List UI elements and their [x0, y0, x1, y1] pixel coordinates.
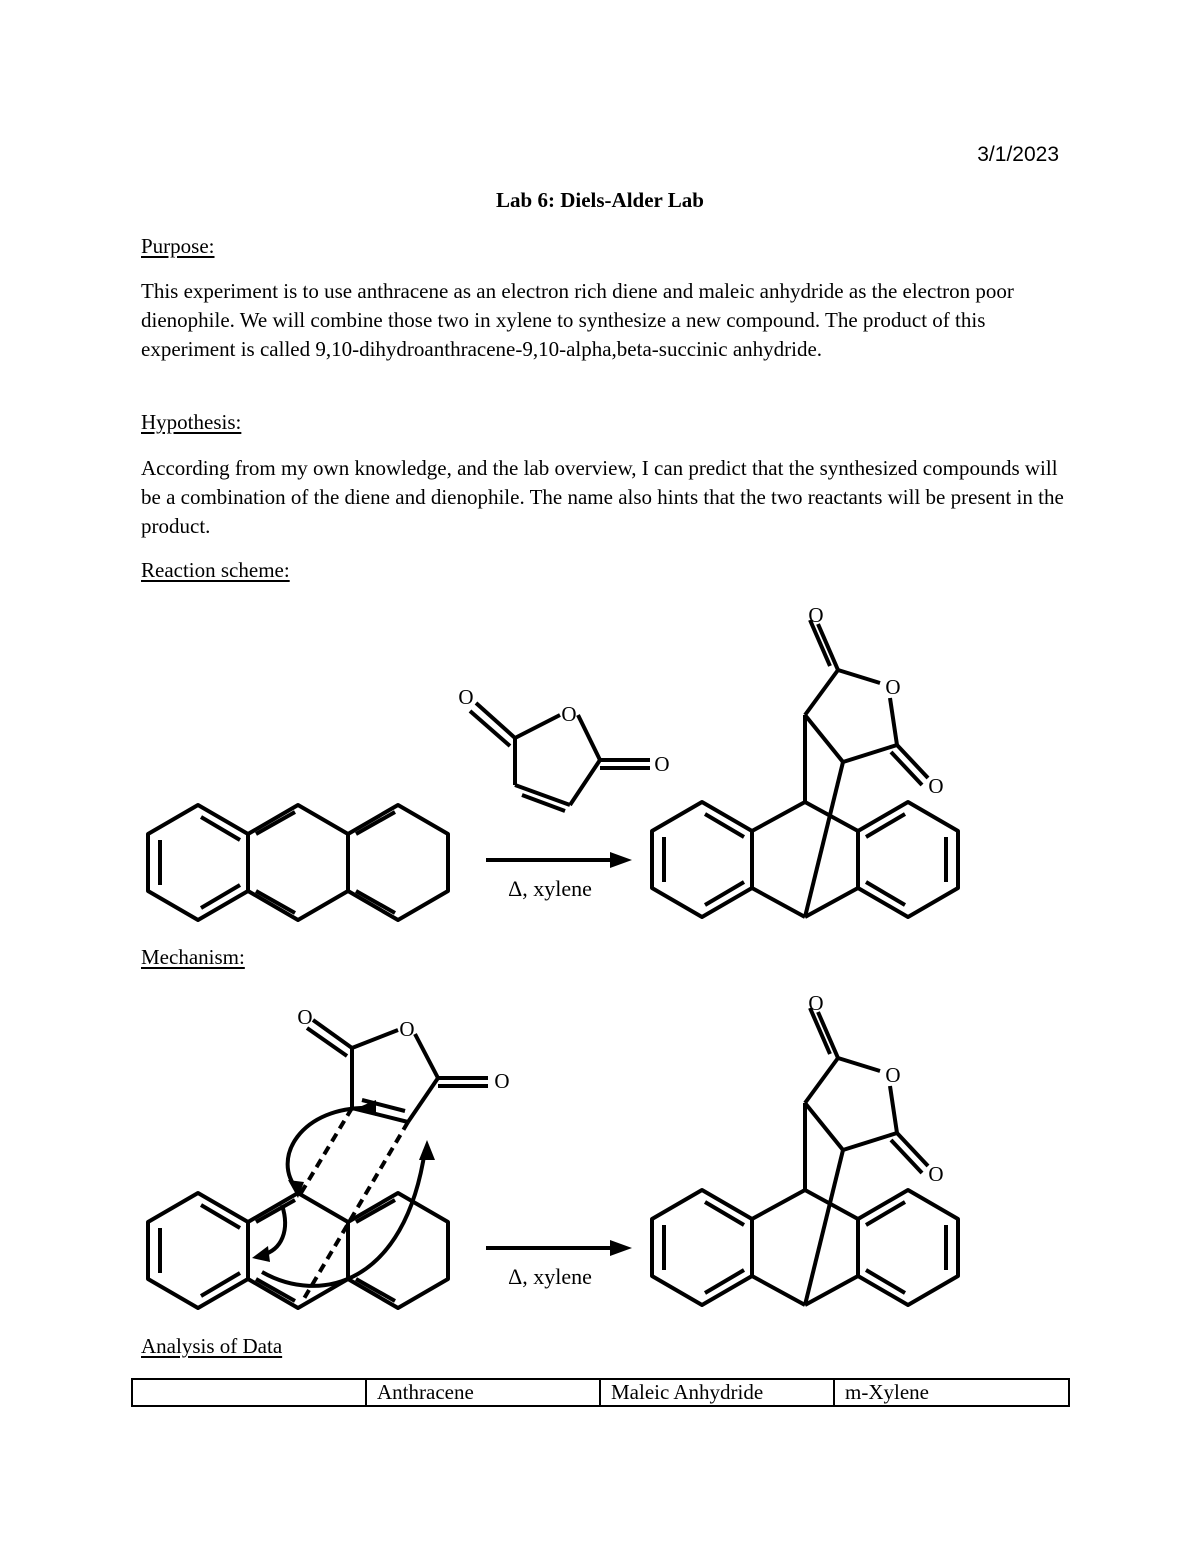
mechanism-heading: Mechanism: — [141, 945, 245, 969]
mechanism-product-structure — [652, 1008, 958, 1305]
table-header-cell: Anthracene — [366, 1379, 600, 1406]
hypothesis-heading: Hypothesis: — [141, 410, 242, 434]
document-title: Lab 6: Diels-Alder Lab — [496, 188, 704, 212]
mechanism-product-oxygen-label: O — [928, 1162, 944, 1186]
mechanism-oxygen-label: O — [494, 1069, 510, 1093]
mechanism-condition-label: Δ, xylene — [508, 1264, 592, 1289]
table-header-cell: Maleic Anhydride — [600, 1379, 834, 1406]
maleic-anhydride-ring-oxygen-label: O — [561, 702, 577, 726]
table-header-row — [132, 1379, 1069, 1406]
electron-pushing-arrow — [288, 1108, 372, 1190]
maleic-anhydride-structure — [470, 703, 650, 811]
purpose-text: This experiment is to use anthracene as an electron rich diene and maleic anhydride as the electron poor dienophile. We will combine those two in xylene to synthesize a new compound. The product of this experiment is called 9,10-dihydroanthracene-9,10-alpha,beta-succinic anhydride. — [141, 279, 1014, 361]
document-date: 3/1/2023 — [977, 143, 1059, 166]
mechanism-ring-oxygen-label: O — [399, 1017, 415, 1041]
analysis-data-table — [131, 1378, 1070, 1407]
table-header-cell: m-Xylene — [834, 1379, 1069, 1406]
mechanism-anthracene-structure — [148, 1193, 448, 1308]
mechanism-diagram — [0, 960, 1200, 1330]
reaction-scheme-heading: Reaction scheme: — [141, 558, 290, 582]
analysis-heading: Analysis of Data — [141, 1334, 283, 1358]
purpose-heading: Purpose: — [141, 234, 215, 258]
mechanism-oxygen-label: O — [297, 1005, 313, 1029]
product-oxygen-label: O — [808, 603, 824, 627]
anthracene-structure — [148, 805, 448, 920]
hypothesis-text: According from my own knowledge, and the lab overview, I can predict that the synthesized compounds will be a combination of the diene and dienophile. The name also hints that the two reactants will be present in the product. — [141, 456, 1064, 538]
product-oxygen-label: O — [928, 774, 944, 798]
mechanism-product-ring-oxygen-label: O — [885, 1063, 901, 1087]
table-header-cell — [132, 1379, 366, 1406]
maleic-anhydride-oxygen-label: O — [458, 685, 474, 709]
product-structure — [652, 620, 958, 917]
product-ring-oxygen-label: O — [885, 675, 901, 699]
maleic-anhydride-oxygen-label: O — [654, 752, 670, 776]
mechanism-product-oxygen-label: O — [808, 991, 824, 1015]
reaction-condition-label: Δ, xylene — [508, 876, 592, 901]
forming-bond-dashed-line — [298, 1108, 352, 1198]
mechanism-maleic-anhydride-structure — [307, 1020, 488, 1122]
